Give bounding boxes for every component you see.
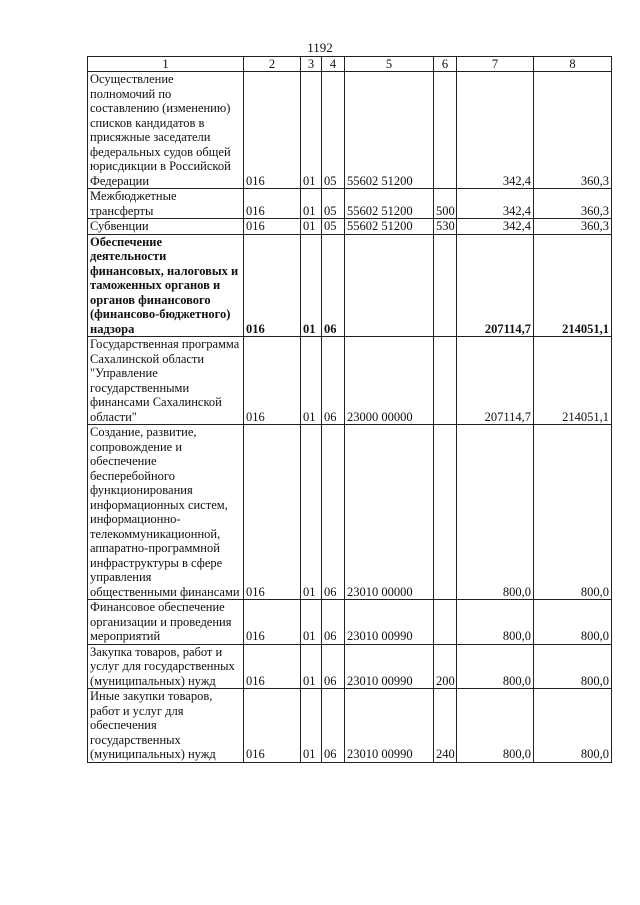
cell-subsection: 06 xyxy=(322,600,345,645)
cell-expense-type xyxy=(434,72,457,189)
cell-expense-type xyxy=(434,337,457,425)
table-row xyxy=(88,600,612,645)
cell-amount-1: 800,0 xyxy=(457,425,534,600)
cell-subsection: 06 xyxy=(322,644,345,689)
header-cell-8: 8 xyxy=(534,57,612,72)
row-name: Субвенции xyxy=(88,219,244,235)
header-cell-2: 2 xyxy=(244,57,301,72)
table-row xyxy=(88,234,612,337)
cell-subsection: 06 xyxy=(322,337,345,425)
cell-amount-1: 800,0 xyxy=(457,689,534,763)
table-row xyxy=(88,72,612,189)
row-name: Осуществление полномочий по составлению (изменению) списков кандидатов в присяжные заседатели федеральных судов общей юрисдикции в Российской Федерации xyxy=(88,72,244,189)
cell-subsection: 06 xyxy=(322,689,345,763)
row-name: Закупка товаров, работ и услуг для государственных (муниципальных) нужд xyxy=(88,644,244,689)
cell-expense-type xyxy=(434,425,457,600)
table-row xyxy=(88,644,612,689)
cell-amount-2: 214051,1 xyxy=(534,337,612,425)
cell-subsection: 06 xyxy=(322,425,345,600)
cell-amount-1: 342,4 xyxy=(457,189,534,219)
header-cell-4: 4 xyxy=(322,57,345,72)
header-cell-7: 7 xyxy=(457,57,534,72)
cell-ministry-code: 016 xyxy=(244,189,301,219)
cell-ministry-code: 016 xyxy=(244,219,301,235)
header-cell-5: 5 xyxy=(345,57,434,72)
cell-expense-type xyxy=(434,234,457,337)
cell-ministry-code: 016 xyxy=(244,425,301,600)
cell-section: 01 xyxy=(301,689,322,763)
cell-subsection: 05 xyxy=(322,219,345,235)
cell-target-article: 23010 00990 xyxy=(345,644,434,689)
row-name: Создание, развитие, сопровождение и обеспечение бесперебойного функционирования информационных систем, информационно-телекоммуникационной, аппаратно-программной инфраструктуры в сфере управления общественными финансами xyxy=(88,425,244,600)
row-name: Межбюджетные трансферты xyxy=(88,189,244,219)
cell-section: 01 xyxy=(301,189,322,219)
cell-expense-type: 200 xyxy=(434,644,457,689)
header-cell-1: 1 xyxy=(88,57,244,72)
cell-amount-1: 207114,7 xyxy=(457,337,534,425)
cell-ministry-code: 016 xyxy=(244,234,301,337)
table-row xyxy=(88,425,612,600)
cell-expense-type xyxy=(434,600,457,645)
row-name: Иные закупки товаров, работ и услуг для обеспечения государственных (муниципальных) нужд xyxy=(88,689,244,763)
cell-expense-type: 500 xyxy=(434,189,457,219)
cell-target-article xyxy=(345,234,434,337)
row-name: Финансовое обеспечение организации и проведения мероприятий xyxy=(88,600,244,645)
cell-subsection: 06 xyxy=(322,234,345,337)
cell-target-article: 55602 51200 xyxy=(345,219,434,235)
cell-amount-2: 800,0 xyxy=(534,425,612,600)
cell-section: 01 xyxy=(301,234,322,337)
cell-target-article: 55602 51200 xyxy=(345,72,434,189)
cell-section: 01 xyxy=(301,644,322,689)
cell-target-article: 23010 00990 xyxy=(345,600,434,645)
cell-section: 01 xyxy=(301,219,322,235)
cell-ministry-code: 016 xyxy=(244,689,301,763)
cell-ministry-code: 016 xyxy=(244,644,301,689)
cell-section: 01 xyxy=(301,337,322,425)
cell-target-article: 23010 00990 xyxy=(345,689,434,763)
cell-expense-type: 530 xyxy=(434,219,457,235)
cell-amount-2: 360,3 xyxy=(534,72,612,189)
cell-amount-1: 342,4 xyxy=(457,72,534,189)
cell-subsection: 05 xyxy=(322,72,345,189)
cell-ministry-code: 016 xyxy=(244,72,301,189)
cell-amount-1: 207114,7 xyxy=(457,234,534,337)
cell-target-article: 23010 00000 xyxy=(345,425,434,600)
table-row xyxy=(88,689,612,763)
header-row xyxy=(88,57,612,72)
cell-amount-2: 214051,1 xyxy=(534,234,612,337)
cell-amount-1: 800,0 xyxy=(457,600,534,645)
cell-expense-type: 240 xyxy=(434,689,457,763)
budget-table xyxy=(87,56,612,763)
header-cell-6: 6 xyxy=(434,57,457,72)
cell-amount-2: 360,3 xyxy=(534,219,612,235)
table-row xyxy=(88,189,612,219)
cell-amount-1: 342,4 xyxy=(457,219,534,235)
cell-amount-2: 800,0 xyxy=(534,600,612,645)
cell-ministry-code: 016 xyxy=(244,600,301,645)
cell-amount-2: 800,0 xyxy=(534,689,612,763)
table-row xyxy=(88,219,612,235)
header-cell-3: 3 xyxy=(301,57,322,72)
cell-target-article: 23000 00000 xyxy=(345,337,434,425)
cell-section: 01 xyxy=(301,600,322,645)
row-name: Обеспечение деятельности финансовых, налоговых и таможенных органов и органов финансового (финансово-бюджетного) надзора xyxy=(88,234,244,337)
cell-section: 01 xyxy=(301,425,322,600)
cell-target-article: 55602 51200 xyxy=(345,189,434,219)
page-number: 1192 xyxy=(307,40,333,55)
cell-ministry-code: 016 xyxy=(244,337,301,425)
table-row xyxy=(88,337,612,425)
cell-subsection: 05 xyxy=(322,189,345,219)
cell-amount-2: 360,3 xyxy=(534,189,612,219)
row-name: Государственная программа Сахалинской области "Управление государственными финансами Сахалинской области" xyxy=(88,337,244,425)
cell-section: 01 xyxy=(301,72,322,189)
cell-amount-2: 800,0 xyxy=(534,644,612,689)
cell-amount-1: 800,0 xyxy=(457,644,534,689)
